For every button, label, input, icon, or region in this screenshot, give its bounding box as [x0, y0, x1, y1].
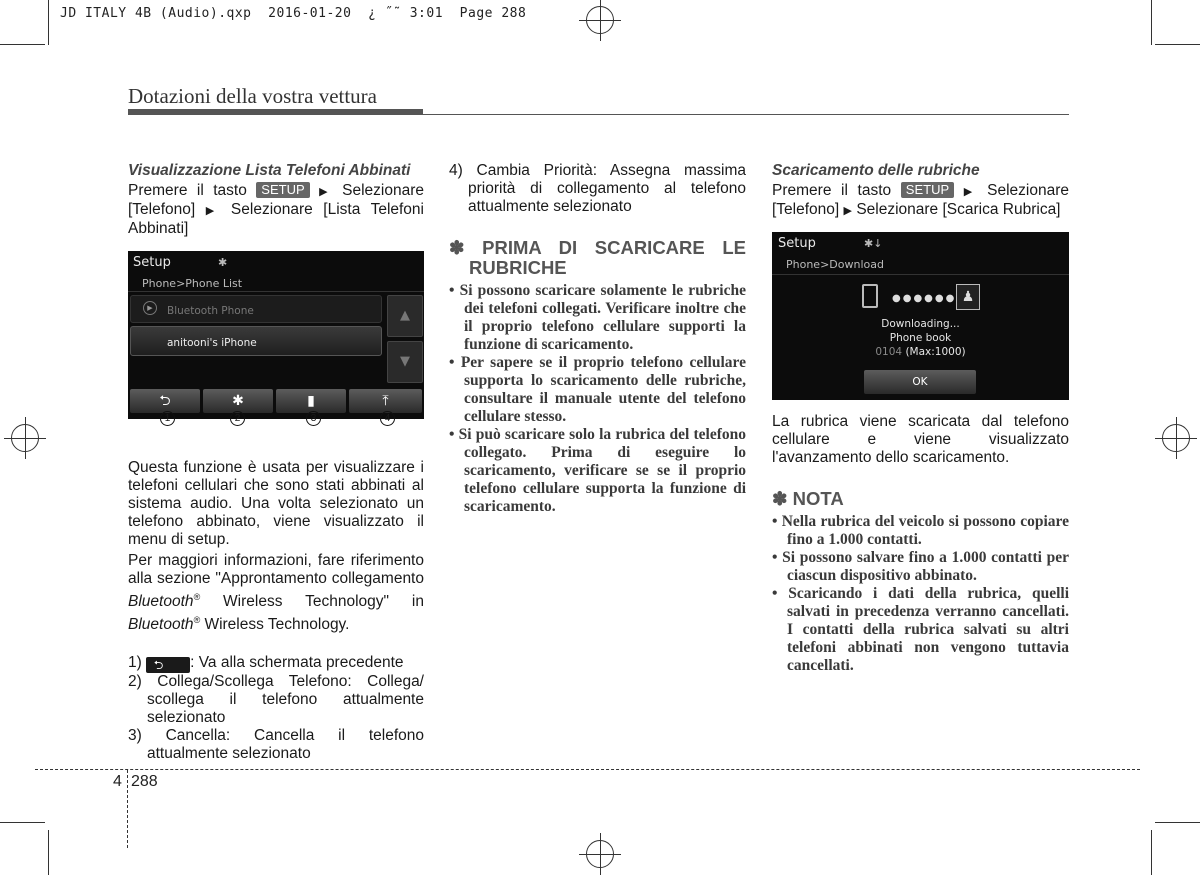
download-screen — [772, 232, 1069, 400]
note-heading: ✽ NOTA — [772, 488, 844, 509]
section-subhead: Scaricamento delle rubriche — [772, 162, 980, 179]
footer-divider — [127, 770, 128, 848]
screen-divider — [128, 291, 424, 292]
status-count-line — [772, 345, 1069, 359]
arrow-right-icon: ▶ — [205, 205, 221, 217]
list-item-paired-phone[interactable] — [130, 326, 382, 356]
step-item — [128, 654, 424, 673]
column-right — [772, 162, 1069, 675]
screen-title: Setup — [133, 255, 171, 270]
arrow-right-icon: ▶ — [319, 186, 333, 198]
connect-phone-button[interactable] — [203, 389, 273, 413]
instruction-part: [Telefono] — [128, 201, 196, 218]
download-status — [772, 317, 1069, 359]
page-header-title: Dotazioni della vostra vettura — [128, 84, 377, 108]
note-bullet: • Si può scaricare solo la rubrica del telefono collegato. Prima di eseguire lo scaricamento, verificare se se il proprio telefono cellulare supporta la funzione di scaricamento. — [449, 426, 746, 515]
list-item-bluetooth-phone[interactable] — [130, 295, 382, 323]
back-key-icon: ⮌ — [146, 657, 190, 673]
note-heading: ✽ PRIMA DI SCARICARE LE RUBRICHE — [449, 237, 746, 278]
ok-button[interactable]: OK — [864, 370, 976, 394]
arrow-right-icon: ▶ — [963, 186, 978, 198]
status-line: Downloading... — [881, 318, 960, 330]
scroll-down-button[interactable]: ▼ — [387, 341, 423, 383]
crop-mark — [0, 44, 45, 45]
registered-mark: ® — [193, 615, 201, 626]
step-text: : Va alla schermata precedente — [190, 654, 404, 672]
bluetooth-term: Bluetooth — [128, 616, 194, 634]
screen-divider — [772, 274, 1069, 275]
status-line: Phone book — [889, 332, 952, 344]
priority-up-icon: ⤒ — [382, 393, 389, 409]
callout-3: 3 — [306, 411, 321, 426]
priority-button[interactable] — [349, 389, 422, 413]
header-rule — [423, 114, 1069, 115]
header-rule — [128, 109, 423, 115]
screen-breadcrumb: Phone>Phone List — [142, 277, 243, 290]
step-number: 1) — [128, 654, 142, 672]
note-bullet: • Nella rubrica del veicolo si possono copiare fino a 1.000 contatti. — [772, 513, 1069, 548]
steps-list — [128, 654, 424, 763]
back-icon: ⮌ — [159, 393, 171, 409]
crop-mark — [1155, 822, 1200, 823]
instruction-text — [128, 182, 424, 238]
description-paragraph: La rubrica viene scaricata dal telefono cellulare e viene visualizzato l'avanzamento dello scaricamento. — [772, 413, 1069, 466]
footer-rule — [35, 769, 1140, 770]
note-bullets — [772, 513, 1069, 675]
instruction-part: Selezionare [Scarica Rubrica] — [856, 201, 1061, 218]
list-item-label: anitooni's iPhone — [167, 337, 257, 349]
delete-button[interactable] — [276, 389, 346, 413]
play-icon: ▶ — [143, 301, 157, 315]
list-item-label: Bluetooth Phone — [167, 305, 254, 317]
instruction-part: Selezionare — [342, 182, 424, 199]
crop-mark — [0, 822, 45, 823]
bluetooth-term: Bluetooth — [128, 593, 194, 611]
registration-mark — [586, 6, 614, 34]
note-bullet: • Scaricando i dati della rubrica, quelli salvati in precedenza verranno cancellati. I contatti della rubrica salvati su altri telefoni abbinati non vengono tuttavia cancellati. — [772, 585, 1069, 674]
trash-icon: ▮ — [307, 393, 315, 409]
chapter-number: 4 — [113, 773, 122, 790]
instruction-text — [772, 182, 1069, 220]
registration-mark — [11, 424, 39, 452]
download-max: (Max:1000) — [905, 346, 966, 358]
setup-key-icon: SETUP — [256, 182, 309, 198]
step-item: 2) Collega/Scollega Telefono: Collega/ scollega il telefono attualmente selezionato — [128, 673, 424, 727]
description-paragraph: Questa funzione è usata per visualizzare i telefoni cellulari che sono stati abbinati al sistema audio. Una volta selezionato un telefono abbinato, viene visualizzato il menu di setup. — [128, 459, 424, 548]
registration-mark — [1162, 424, 1190, 452]
instruction-part: Selezionare — [987, 182, 1070, 199]
section-subhead: Visualizzazione Lista Telefoni Abbinati — [128, 162, 411, 179]
bluetooth-connect-icon: ✱ — [232, 393, 244, 409]
callout-4: 4 — [380, 411, 395, 426]
page-number: 288 — [131, 773, 158, 790]
note-bullet: • Si possono scaricare solamente le rubriche dei telefoni collegati. Verificare inoltre che il proprio telefono cellulare supporti la funzione di scaricamento. — [449, 282, 746, 353]
callout-2: 2 — [230, 411, 245, 426]
step-item: 4) Cambia Priorità: Assegna massima priorità di collegamento al telefono attualmente selezionato — [449, 162, 746, 215]
instruction-part: [Telefono] — [772, 201, 840, 218]
reference-text: Per maggiori informazioni, fare riferimento alla sezione "Approntamento collegamento — [128, 552, 424, 587]
scroll-up-button[interactable]: ▲ — [387, 295, 423, 337]
callout-1: 1 — [160, 411, 175, 426]
column-left — [128, 162, 424, 763]
crop-mark — [1151, 0, 1152, 45]
crop-mark — [1155, 44, 1200, 45]
note-bullets — [449, 282, 746, 516]
note-bullet: • Si possono salvare fino a 1.000 contatti per ciascun dispositivo abbinato. — [772, 549, 1069, 584]
arrow-right-icon: ▶ — [843, 205, 852, 217]
reference-text: Wireless Technology. — [200, 616, 350, 634]
print-slug: JD ITALY 4B (Audio).qxp 2016-01-20 ¿ ˝˜ 3:01 Page 288 — [60, 6, 527, 21]
registration-mark — [586, 840, 614, 868]
bluetooth-download-icon: ✱↓ — [864, 237, 883, 250]
instruction-part: Premere il tasto — [128, 182, 247, 199]
download-count: 0104 — [875, 346, 903, 358]
crop-mark — [48, 0, 49, 45]
instruction-part: Selezionare [Lista Telefoni Abbinati] — [128, 201, 424, 237]
instruction-part: Premere il tasto — [772, 182, 892, 199]
screen-breadcrumb: Phone>Download — [786, 258, 884, 271]
phone-list-screen — [128, 251, 424, 419]
note-bullet: • Per sapere se il proprio telefono cellulare supporta lo scaricamento delle rubriche, consultare il manuale utente del telefono cellulare stesso. — [449, 354, 746, 425]
progress-dots-icon: ●●●●●● — [892, 293, 957, 304]
contact-book-icon: ♟ — [956, 284, 980, 310]
setup-key-icon: SETUP — [901, 182, 954, 198]
step-item: 3) Cancella: Cancella il telefono attualmente selezionato — [128, 727, 424, 763]
screen-title: Setup — [778, 236, 816, 251]
crop-mark — [1151, 830, 1152, 875]
back-button[interactable] — [130, 389, 200, 413]
column-middle — [449, 162, 746, 516]
crop-mark — [48, 830, 49, 875]
steps-list — [449, 162, 746, 216]
registered-mark: ® — [193, 592, 201, 602]
reference-text: Wireless Technology" in — [200, 593, 424, 611]
bluetooth-icon: ✱ — [218, 256, 228, 269]
reference-paragraph — [128, 552, 424, 634]
phone-icon — [862, 284, 878, 308]
